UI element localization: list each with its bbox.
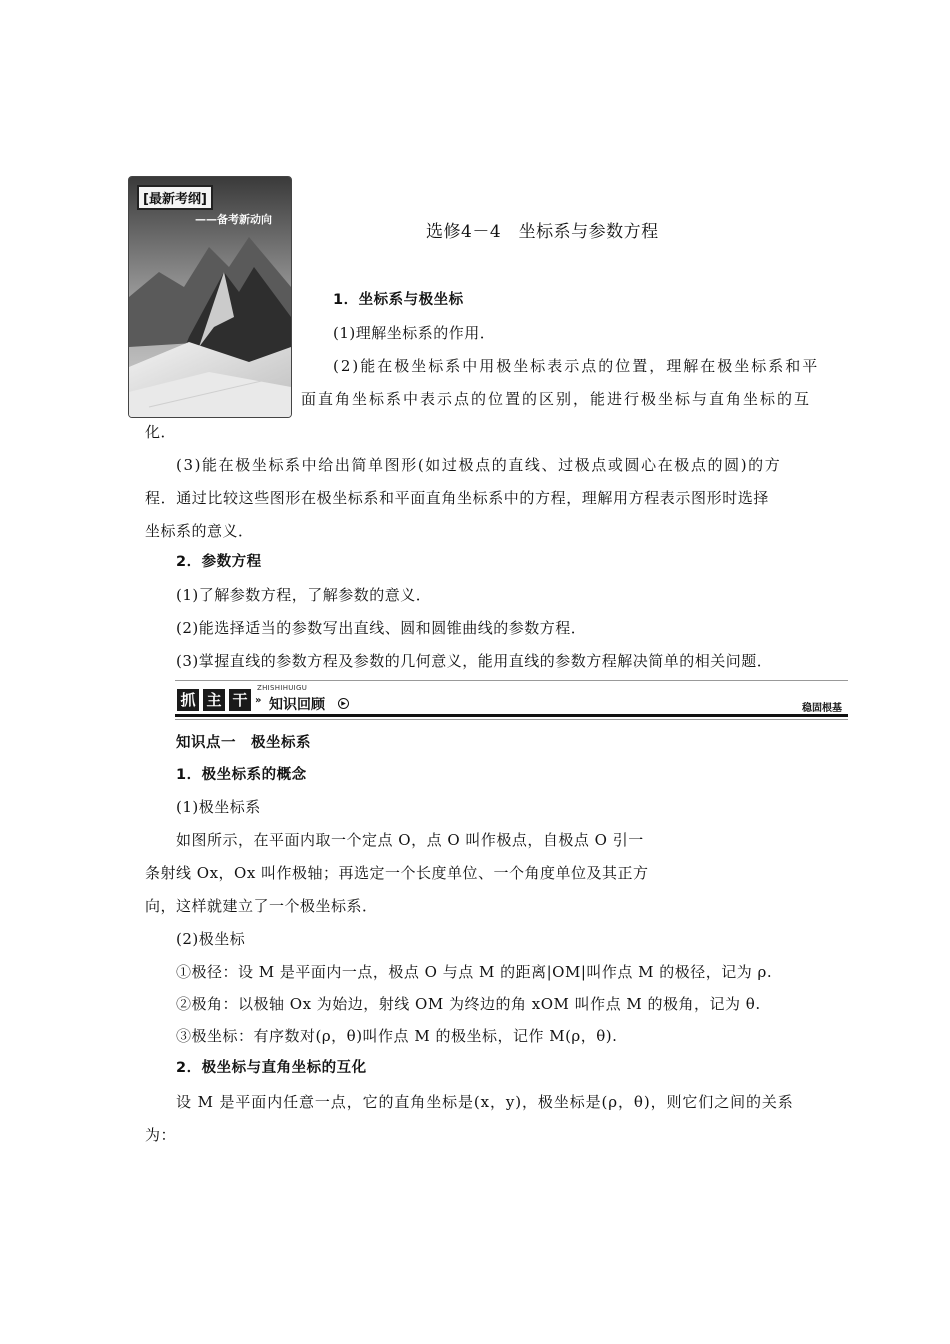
paragraph-line: 设 M 是平面内任意一点，它的直角坐标是(x，y)，极坐标是(ρ，θ)，则它们之间的关系 (176, 1093, 794, 1111)
paragraph-line: 向，这样就建立了一个极坐标系． (145, 897, 378, 915)
section-heading-2: 2．参数方程 (176, 554, 262, 570)
section-heading-1: 1．坐标系与极坐标 (333, 292, 464, 308)
banner-pinyin: ZHISHIHUIGU (257, 684, 308, 692)
banner-char: 抓 (177, 689, 199, 711)
paragraph-line: (2)能选择适当的参数写出直线、圆和圆锥曲线的参数方程． (176, 619, 587, 637)
paragraph-line: (1)了解参数方程，了解参数的意义． (176, 586, 432, 604)
paragraph-line: ①极径：设 M 是平面内一点，极点 O 与点 M 的距离|OM|叫作点 M 的极径，记为 ρ. (176, 963, 773, 981)
banner-char: 主 (203, 689, 225, 711)
subsection-heading: 2．极坐标与直角坐标的互化 (176, 1060, 367, 1076)
double-chevron-icon: » (255, 695, 262, 706)
paragraph-line: 化． (145, 423, 177, 441)
paragraph-line: (1)理解坐标系的作用． (333, 324, 496, 342)
cover-tag: [最新考纲] (137, 185, 213, 210)
paragraph-line: 坐标系的意义． (145, 522, 254, 540)
page-title: 选修4－4 坐标系与参数方程 (426, 222, 659, 242)
subsection-heading: 1．极坐标系的概念 (176, 767, 307, 783)
paragraph-line: (3)能在极坐标系中给出简单图形(如过极点的直线、过极点或圆心在极点的圆)的方 (176, 456, 782, 474)
paragraph-line: 条射线 Ox，Ox 叫作极轴；再选定一个长度单位、一个角度单位及其正方 (145, 864, 649, 882)
section-banner (175, 680, 848, 720)
banner-divider (175, 714, 848, 717)
knowledge-heading: 知识点一 极坐标系 (176, 735, 311, 751)
banner-char: 干 (229, 689, 251, 711)
play-icon: ▶ (338, 698, 349, 709)
paragraph-line: (2)极坐标 (176, 930, 246, 948)
cover-image (128, 176, 292, 418)
paragraph-line: 如图所示，在平面内取一个定点 O，点 O 叫作极点，自极点 O 引一 (176, 831, 644, 849)
paragraph-line: (2)能在极坐标系中用极坐标表示点的位置，理解在极坐标系和平 (333, 357, 820, 375)
paragraph-line: ②极角：以极轴 Ox 为始边，射线 OM 为终边的角 xOM 叫作点 M 的极角，记为 θ. (176, 995, 761, 1013)
paragraph-line: 面直角坐标系中表示点的位置的区别，能进行极坐标与直角坐标的互 (301, 390, 812, 408)
paragraph-line: (1)极坐标系 (176, 798, 261, 816)
banner-title: 知识回顾 (269, 697, 325, 713)
paragraph-line: ③极坐标：有序数对(ρ，θ)叫作点 M 的极坐标，记作 M(ρ，θ). (176, 1027, 618, 1045)
banner-right-label: 稳固根基 (802, 703, 842, 714)
paragraph-line: 为： (145, 1126, 177, 1144)
cover-subtitle: ——备考新动向 (195, 213, 272, 226)
paragraph-line: 程．通过比较这些图形在极坐标系和平面直角坐标系中的方程，理解用方程表示图形时选择 (145, 489, 770, 507)
paragraph-line: (3)掌握直线的参数方程及参数的几何意义，能用直线的参数方程解决简单的相关问题． (176, 652, 773, 670)
